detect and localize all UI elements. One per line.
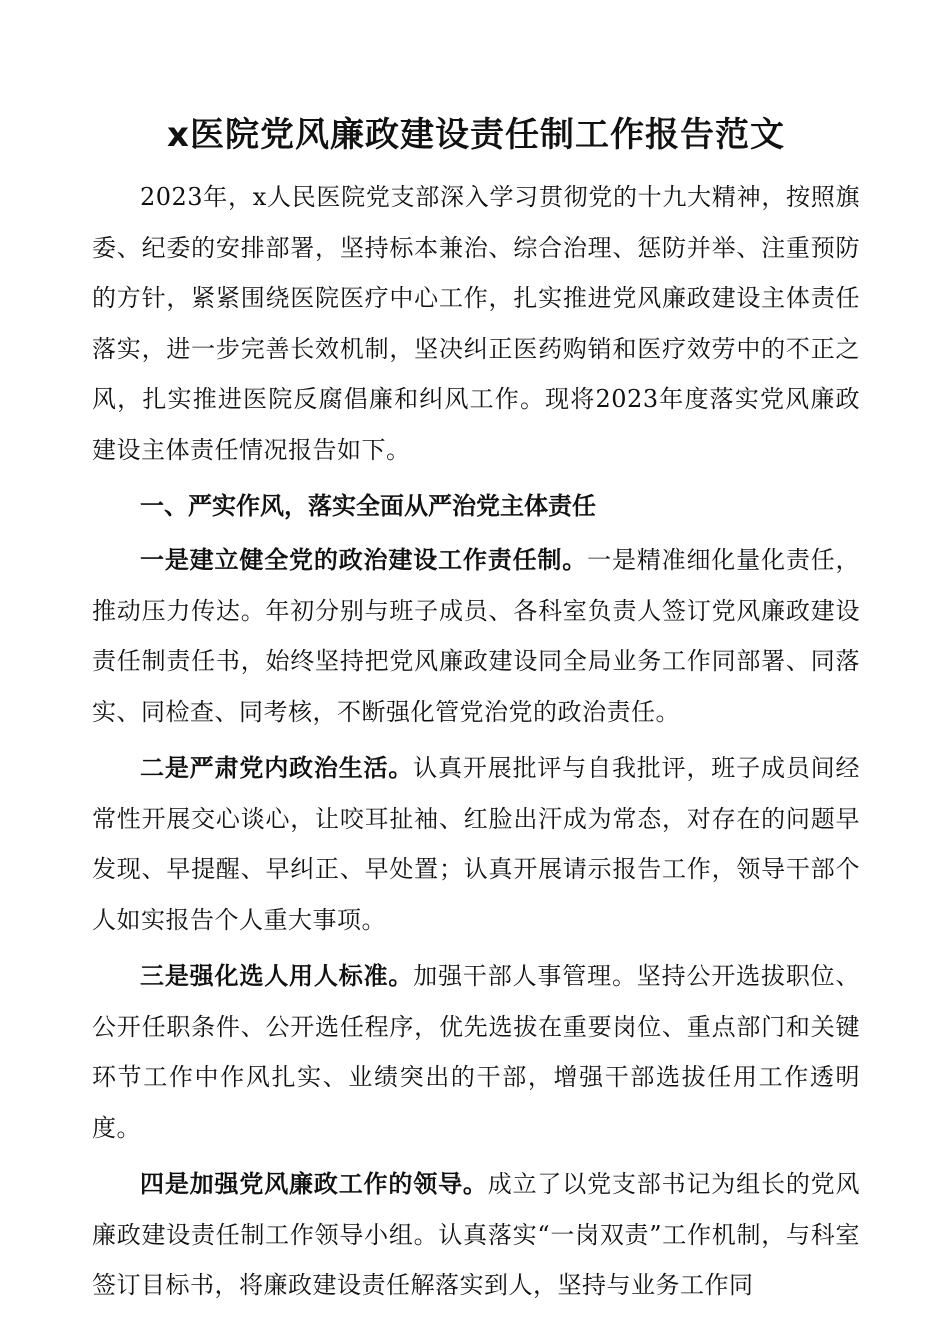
item-paragraph xyxy=(92,951,860,1153)
item-lead: 二是严肃党内政治生活。 xyxy=(140,754,414,782)
document-title: x医院党风廉政建设责任制工作报告范文 xyxy=(167,115,785,155)
item-lead: 三是强化选人用人标准。 xyxy=(140,962,414,990)
item-body: 一是精准细化量化责任，推动压力传达。年初分别与班子成员、各科室负责人签订党风廉政建设责任制责任书，始终坚持把党风廉政建设同全局业务工作同部署、同落实、同检查、同考核，不断强化管党治党的政治责任。 xyxy=(92,546,861,726)
item-body: 成立了以党支部书记为组长的党风廉政建设责任制工作领导小组。认真落实“一岗双责”工作机制，与科室签订目标书，将廉政建设责任解落实到人，坚持与业务工作同 xyxy=(92,1170,860,1299)
item-body: 认真开展批评与自我批评，班子成员间经常性开展交心谈心，让咬耳扯袖、红脸出汗成为常态，对存在的问题早发现、早提醒、早纠正、早处置；认真开展请示报告工作，领导干部个人如实报告个人重大事项。 xyxy=(92,754,861,934)
item-lead: 四是加强党风廉政工作的领导。 xyxy=(140,1170,488,1198)
document-page xyxy=(92,108,860,1317)
section-heading: 一、严实作风，落实全面从严治党主体责任 xyxy=(140,492,596,520)
item-paragraph xyxy=(92,1159,860,1311)
item-paragraph xyxy=(92,743,860,945)
item-lead: 一是建立健全党的政治建设工作责任制。 xyxy=(140,546,588,574)
item-paragraph xyxy=(92,535,860,737)
item-body: 加强干部人事管理。坚持公开选拔职位、公开任职条件、公开选任程序，优先选拔在重要岗位、重点部门和关键环节工作中作风扎实、业绩突出的干部，增强干部选拔任用工作透明度。 xyxy=(92,962,861,1142)
intro-paragraph: 2023年，x人民医院党支部深入学习贯彻党的十九大精神，按照旗委、纪委的安排部署，坚持标本兼治、综合治理、惩防并举、注重预防的方针，紧紧围绕医院医疗中心工作，扎实推进党风廉政建设主体责任落实，进一步完善长效机制，坚决纠正医药购销和医疗效劳中的不正之风，扎实推进医院反腐倡廉和纠风工作。现将2023年度落实党风廉政建设主体责任情况报告如下。 xyxy=(92,183,860,464)
